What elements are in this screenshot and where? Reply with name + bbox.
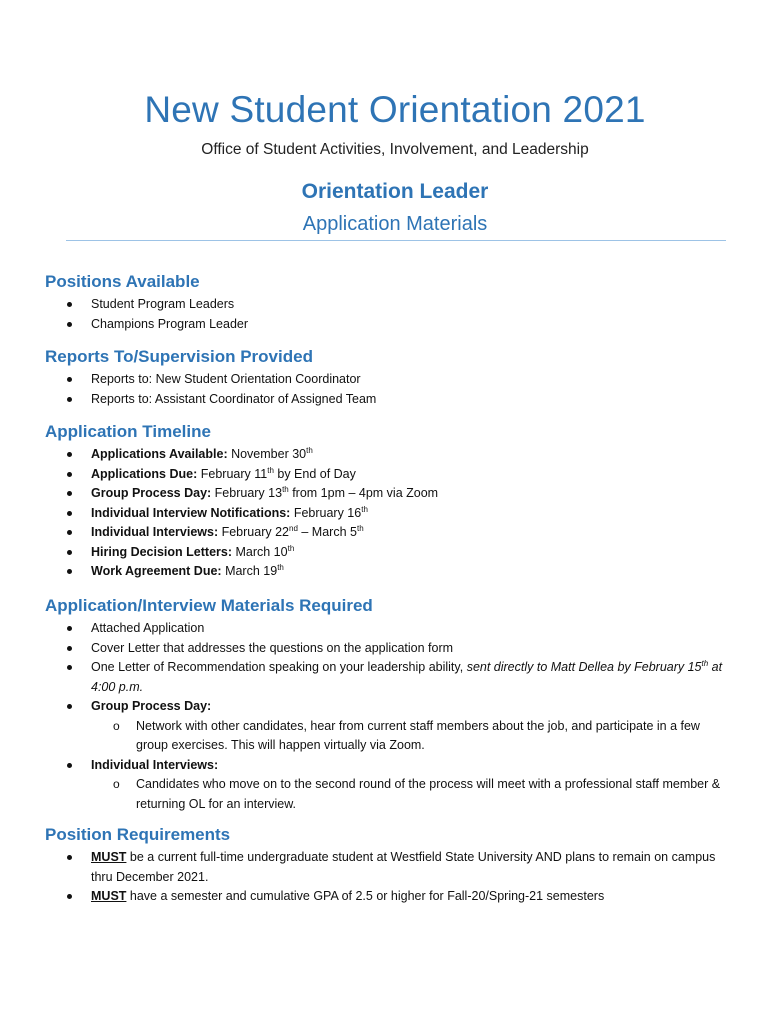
materials-heading: Application/Interview Materials Required [45,596,373,615]
requirements-heading: Position Requirements [45,825,231,844]
header-divider [66,240,726,241]
timeline-item: Applications Available: November 30th [0,445,770,465]
bullet-icon [67,894,72,899]
timeline-item: Applications Due: February 11th by End of Day [0,465,770,485]
list-item: Reports to: Assistant Coordinator of Assigned Team [0,390,770,410]
bullet-icon [67,472,72,477]
timeline-item: Individual Interview Notifications: February 16th [0,504,770,524]
sub-list [91,775,730,814]
role-title: Orientation Leader [301,180,489,203]
bullet-icon [67,763,72,768]
sub-bullet-icon: o [113,718,120,733]
requirements-list [0,848,770,907]
bullet-icon [67,704,72,709]
list-item: MUST have a semester and cumulative GPA of 2.5 or higher for Fall-20/Spring-21 semesters [0,887,770,907]
bullet-icon [67,452,72,457]
list-item: One Letter of Recommendation speaking on your leadership ability, sent directly to Matt Dellea by February 15th at 4:00 p.m. [0,658,770,697]
list-item: Group Process Day: o Network with other candidates, hear from current staff members about the job, and participate in a few group exercises. This will happen virtually via Zoom. [0,697,770,756]
sub-list-item: o Network with other candidates, hear from current staff members about the job, and participate in a few group exercises. This will happen virtually via Zoom. [113,718,700,752]
page-title: New Student Orientation 2021 [144,89,646,130]
list-item: Individual Interviews: o Candidates who move on to the second round of the process will meet with a professional staff member & returning OL for an interview. [0,756,770,815]
list-item: Reports to: New Student Orientation Coordinator [0,370,770,390]
list-item: Champions Program Leader [0,315,770,335]
positions-heading: Positions Available [45,272,200,291]
timeline-item: Individual Interviews: February 22nd – March 5th [0,523,770,543]
timeline-item: Work Agreement Due: March 19th [0,562,770,582]
reports-list [0,370,770,409]
bullet-icon [67,646,72,651]
bullet-icon [67,491,72,496]
positions-list [0,295,770,334]
bullet-icon [67,626,72,631]
sub-list-item: o Candidates who move on to the second round of the process will meet with a professional staff member & returning OL for an interview. [113,777,721,811]
sub-list [91,717,730,756]
bullet-icon [67,665,72,670]
bullet-icon [67,377,72,382]
list-item: Attached Application [0,619,770,639]
materials-list [0,619,770,814]
bullet-icon [67,550,72,555]
role-subtitle: Application Materials [302,213,488,235]
bullet-icon [67,397,72,402]
bullet-icon [67,569,72,574]
timeline-item: Group Process Day: February 13th from 1pm – 4pm via Zoom [0,484,770,504]
list-item: Cover Letter that addresses the questions on the application form [0,639,770,659]
bullet-icon [67,530,72,535]
timeline-list [0,445,770,582]
list-item: MUST be a current full-time undergraduate student at Westfield State University AND plans to remain on campus thru December 2021. [0,848,770,887]
bullet-icon [67,302,72,307]
office-subtitle: Office of Student Activities, Involvement, and Leadership [201,141,589,158]
bullet-icon [67,511,72,516]
bullet-icon [67,855,72,860]
sub-bullet-icon: o [113,777,120,791]
timeline-heading: Application Timeline [45,422,211,441]
bullet-icon [67,322,72,327]
timeline-item: Hiring Decision Letters: March 10th [0,543,770,563]
list-item: Student Program Leaders [0,295,770,315]
reports-heading: Reports To/Supervision Provided [45,347,313,366]
